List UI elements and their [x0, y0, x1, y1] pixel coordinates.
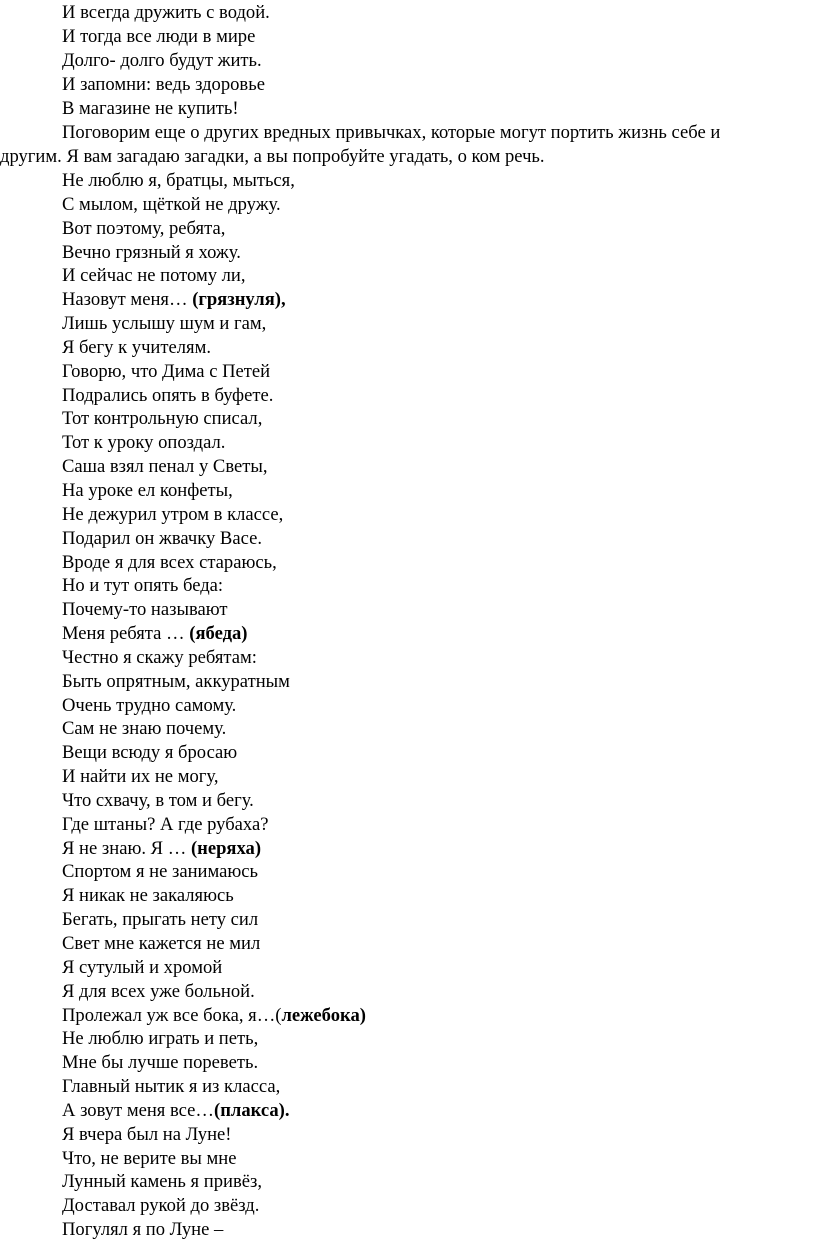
poem-line-text: Но и тут опять беда:: [62, 575, 224, 597]
poem-line-text: Сам не знаю почему.: [62, 718, 227, 740]
poem-line-text: Не люблю я, братцы, мыться,: [62, 170, 295, 191]
poem-line: [62, 527, 816, 551]
poem-line: [62, 837, 816, 861]
poem-line: [62, 789, 816, 813]
poem-line: [62, 908, 816, 932]
riddle-answer: (неряха): [190, 837, 262, 859]
poem-line: [62, 407, 816, 431]
poem-line-text: Я бегу к учителям.: [62, 336, 211, 358]
poem-line-text: С мылом, щёткой не дружу.: [62, 193, 281, 215]
paragraph-line: другим. Я вам загадаю загадки, а вы попробуйте угадать, о ком речь.: [0, 146, 545, 167]
poem-line: [62, 455, 816, 479]
poem-line-text: Доставал рукой до звёзд.: [62, 1195, 260, 1217]
intro-stanza: [0, 0, 816, 121]
poem-line-text: Лунный камень я привёз,: [62, 1171, 262, 1193]
riddle-answer: лежебока): [281, 1004, 366, 1026]
poem-line-text: Вроде я для всех стараюсь,: [62, 551, 277, 573]
poem-line: [62, 479, 816, 503]
poem-line-text: Свет мне кажется не мил: [62, 933, 261, 954]
poem-line: [62, 670, 816, 694]
poem-line-text: Мне бы лучше пореветь.: [62, 1052, 259, 1074]
poem-line: [62, 1027, 816, 1051]
poem-line: [62, 312, 816, 336]
poem-line: [62, 813, 816, 837]
poem-line: [62, 1075, 816, 1099]
poem-line: [62, 956, 816, 980]
riddle-poem: [0, 169, 816, 1242]
poem-line: [62, 1123, 816, 1147]
riddle-answer: (ябеда): [189, 623, 248, 645]
poem-line-text: Вещи всюду я бросаю: [62, 742, 238, 764]
poem-line-text: Очень трудно самому.: [62, 694, 237, 716]
poem-line-text: Что схвачу, в том и бегу.: [62, 789, 254, 811]
poem-line-text: Подрались опять в буфете.: [62, 384, 274, 406]
poem-line: [62, 574, 816, 598]
poem-line-text: И найти их не могу,: [62, 766, 219, 788]
poem-line: [62, 980, 816, 1004]
poem-line-text: Не дежурил утром в классе,: [62, 503, 284, 525]
poem-line-text: Главный нытик я из класса,: [62, 1076, 281, 1098]
poem-line-text: На уроке ел конфеты,: [62, 479, 233, 501]
poem-line: [62, 241, 816, 265]
poem-line-text: Спортом я не занимаюсь: [62, 861, 259, 883]
poem-line: [62, 288, 816, 312]
poem-line: [62, 431, 816, 455]
poem-line-text: Я никак не закаляюсь: [62, 885, 234, 907]
poem-line: [62, 765, 816, 789]
poem-line: [62, 932, 816, 956]
riddle-answer: (грязнуля),: [192, 289, 286, 311]
poem-line-text: Я для всех уже больной.: [62, 980, 255, 1002]
poem-line: [62, 384, 816, 408]
intro-line: Долго- долго будут жить.: [62, 50, 262, 71]
intro-line: И всегда дружить с водой.: [62, 2, 270, 23]
intro-line: И запомни: ведь здоровье: [62, 74, 265, 95]
poem-line-text: Назовут меня…: [62, 289, 193, 311]
poem-line-text: Быть опрятным, аккуратным: [62, 670, 290, 692]
poem-line-text: Я сутулый и хромой: [62, 956, 223, 978]
poem-line: [62, 646, 816, 670]
poem-line-text: Вечно грязный я хожу.: [62, 241, 241, 263]
intro-line: В магазине не купить!: [62, 98, 239, 119]
poem-line: [62, 1147, 816, 1171]
poem-line: [62, 336, 816, 360]
poem-line: [62, 551, 816, 575]
poem-line: [62, 1051, 816, 1075]
poem-line: [62, 860, 816, 884]
intro-line: И тогда все люди в мире: [62, 26, 256, 47]
poem-line: [62, 694, 816, 718]
poem-line-text: Говорю, что Дима с Петей: [62, 360, 271, 382]
poem-line: [62, 360, 816, 384]
poem-line-text: И сейчас не потому ли,: [62, 265, 246, 287]
poem-line-text: Что, не верите вы мне: [62, 1147, 237, 1169]
poem-line-text: Тот контрольную списал,: [62, 408, 263, 430]
poem-line: [62, 741, 816, 765]
poem-line-text: Погулял я по Луне –: [62, 1219, 224, 1241]
poem-line: [62, 264, 816, 288]
poem-line: [62, 884, 816, 908]
poem-line-text: Меня ребята …: [62, 623, 190, 645]
poem-line-text: Вот поэтому, ребята,: [62, 217, 226, 239]
poem-line-text: Пролежал уж все бока, я…(: [62, 1004, 282, 1026]
poem-line-text: Я вчера был на Луне!: [62, 1123, 232, 1145]
paragraph-line: Поговорим еще о других вредных привычках, которые могут портить жизнь себе и: [62, 122, 721, 143]
poem-line: [62, 1170, 816, 1194]
poem-line-text: Бегать, прыгать нету сил: [62, 909, 259, 931]
poem-line: [62, 217, 816, 241]
poem-line-text: Подарил он жвачку Васе.: [62, 527, 262, 549]
poem-line-text: Я не знаю. Я …: [62, 837, 191, 859]
poem-line: [62, 503, 816, 527]
poem-line-text: Тот к уроку опоздал.: [62, 432, 226, 454]
poem-line-text: Саша взял пенал у Светы,: [62, 456, 268, 478]
poem-line: [62, 169, 816, 193]
poem-line-text: Лишь услышу шум и гам,: [62, 313, 267, 335]
poem-line-text: А зовут меня все…: [62, 1099, 214, 1121]
poem-line-text: Где штаны? А где рубаха?: [62, 813, 269, 835]
poem-line: [62, 1218, 816, 1242]
poem-line: [62, 717, 816, 741]
poem-line: [62, 622, 816, 646]
poem-line-text: Почему-то называют: [62, 599, 228, 621]
poem-line: [62, 598, 816, 622]
poem-line: [62, 1099, 816, 1123]
poem-line: [62, 193, 816, 217]
poem-line: [62, 1194, 816, 1218]
poem-line-text: Не люблю играть и петь,: [62, 1028, 259, 1050]
riddle-answer: (плакса).: [214, 1099, 290, 1121]
prose-paragraph: [0, 121, 816, 169]
poem-line: [62, 1004, 816, 1028]
poem-line-text: Честно я скажу ребятам:: [62, 646, 257, 668]
